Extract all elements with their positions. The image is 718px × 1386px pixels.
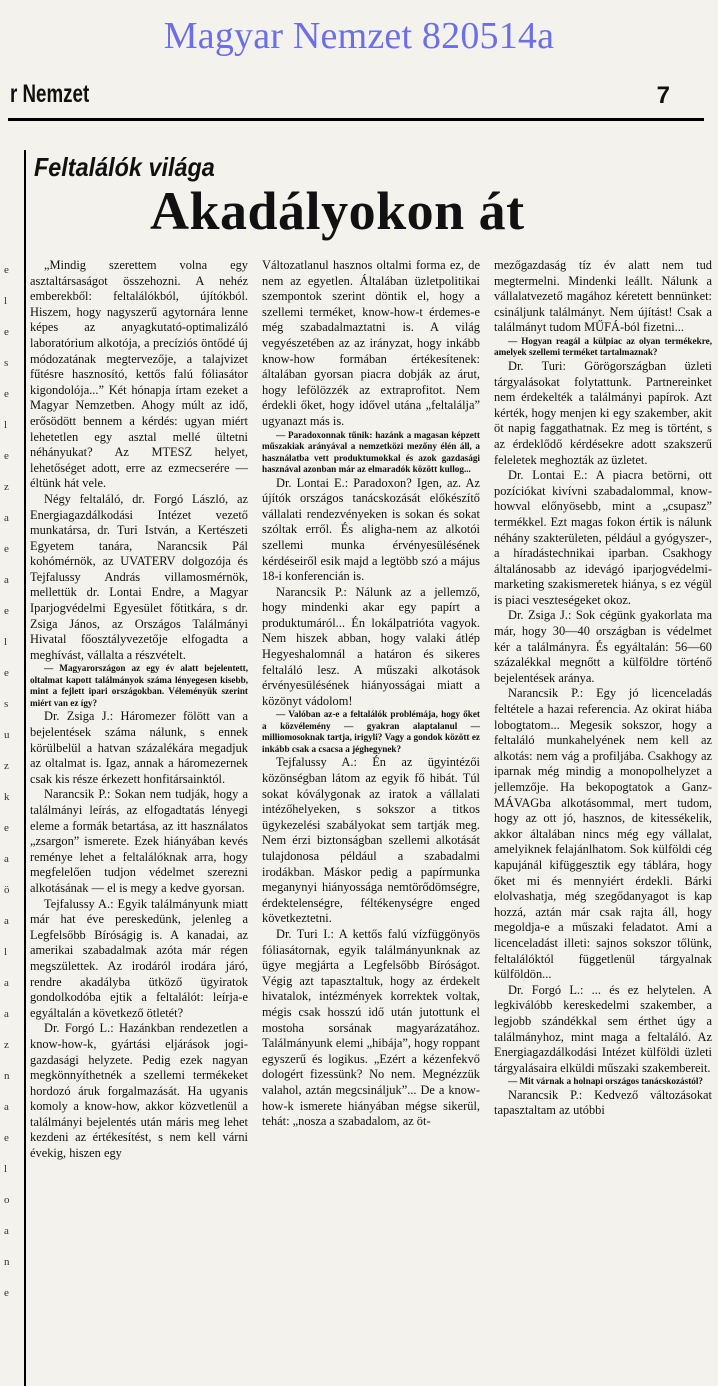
- margin-mark: l: [4, 295, 8, 307]
- paragraph: Dr. Lontai E.: A piacra betörni, ott pozíciókat kivívni szabadalommal, know-howval előnyösebb, mint a „csupasz” termékkel. Ezt magas fokon értik is nálunk néhány szakterületen, például a gyógyszer-, a híradástechnikai iparban. Csakhogy általánosabb az idevágó iparjogvédelmi-marketing szakismeretek hiánya, s ez végül is piaci veszteségeket okoz.: [494, 468, 712, 607]
- page-number: 7: [656, 82, 670, 109]
- section-kicker: Feltalálók világa: [34, 152, 215, 182]
- margin-mark: e: [4, 605, 9, 617]
- column-3: [494, 258, 712, 1386]
- paragraph: Dr. Turi I.: A kettős falú vízfüggönyös fóliasátornak, egyik találmányunknak az ügye megjárta a Legfelsőbb Bíróságot. Végig azt tapasztaltuk, hogy az érdekelt hivatalok, intézmények korrektek voltak, mégis csak hosszú idő után jutottunk el mostoha sorsának magyarázatához. Találmányunk elemi „hibája”, hogy roppant egyszerű és logikus. „Ezért a kézenfekvő dologért fizessünk? No nem. Megnézzük valahol, aztán megcsináljuk”... De a know-how-k ismerete hiányában mégse sikerül, tehát: „nosza a szabadalom, az öt-: [262, 926, 480, 1129]
- column-2: [262, 258, 480, 1386]
- margin-mark: e: [4, 388, 9, 400]
- margin-mark: e: [4, 667, 9, 679]
- interview-question: — Hogyan reagál a külpiac az olyan termékekre, amelyek szellemi terméket tartalmaznak?: [494, 335, 712, 358]
- margin-marks: [4, 255, 18, 1309]
- article-body: [30, 258, 712, 1386]
- paragraph: Narancsik P.: Egy jó licenceladás feltétele a hazai referencia. Az okirat hiába lobogtatom... Megesik sokszor, hogy a feltaláló munkahelyének nem kell az alkotás: nem vág a profiljába. Csakhogy az iparnak még mindig a monopolhelyzet a jellemzője. Ha bekopogtatok a Ganz-MÁVAGba alkotásommal, mert tudom, hogy az ott jó, hasznos, de kitessékelik, akkor általában nincs még egy vállalat, amelyiknek felajánlhatom. Sok külföldi cég kapujánál kifüggesztik egy táblára, hogy őket mi és mennyiért érdekli. Bárki elolvashatja, még szegődanyagot is kap hozzá, aztán már csak rajta áll, hogy megoldja-e a műszaki feladatot. Ami a licenceladást illeti: sajnos sokszor tőlünk, feltalálóktól függetlenül tárgyalnak külföldön...: [494, 686, 712, 982]
- interview-question: — Valóban az-e a feltalálók problémája, hogy őket a közvélemény — gyakran alaptalanul — milliomosoknak tartja, irigyli? Vagy a gondok között ez inkább csak a csacsa a jéghegynek?: [262, 709, 480, 754]
- margin-mark: a: [4, 574, 9, 586]
- margin-mark: n: [4, 1070, 10, 1082]
- margin-mark: z: [4, 481, 9, 493]
- headline: Akadályokon át: [150, 181, 525, 241]
- margin-mark: l: [4, 946, 8, 958]
- paragraph: Narancsik P.: Sokan nem tudják, hogy a találmányi leírás, az elfogadtatás lényegi eleme a formák betartása, az itt használatos „zsargon” ismerete. Ezek hiányában kevés reménye lehet a feltalálóknak arra, hogy megfelelően tudjon védelmet szerezni alkotásának — el is megy a kedve gyorsan.: [30, 787, 248, 895]
- margin-mark: a: [4, 977, 9, 989]
- paragraph: Dr. Turi: Görögországban üzleti tárgyalásokat folytattunk. Partnereinket nem érdekelték a találmányi papírok. Azt kérték, hogy menjen ki egy szakember, akit öt napig faggathatnak. Ez meg is történt, s az érdeklődő kérdésekre adott szakszerű feleletek meghozták az üzletet.: [494, 358, 712, 467]
- margin-mark: k: [4, 791, 10, 803]
- margin-mark: l: [4, 636, 8, 648]
- margin-mark: n: [4, 1256, 10, 1268]
- interview-question: — Mit várnak a holnapi országos tanácskozástól?: [508, 1076, 703, 1087]
- paragraph: Narancsik P.: Kedvező változásokat tapasztaltam az utóbbi: [494, 1087, 712, 1118]
- left-margin-rule: [24, 150, 26, 1386]
- margin-mark: e: [4, 822, 9, 834]
- paragraph: Tejfalussy A.: Egyik találmányunk miatt már hat éve pereskedünk, jelenleg a Legfelsőbb Bíróságig is. A kanadai, az amerikai szabadalmak azóta már régen megszülettek. Az irodáról irodára járó, rendre akadályba ütköző ügyiratok gondolkodóba ejtik a feltalálót: leírja-e egyáltalán a következő ötletét?: [30, 896, 248, 1020]
- paragraph: Dr. Zsiga J.: Sok cégünk gyakorlata ma már, hogy 30—40 országban is védelmet kér a találmányra. És egyáltalán: 56—60 százalékkal megnőtt a külföldre történő bejelentések aránya.: [494, 608, 712, 685]
- paragraph: Dr. Zsiga J.: Háromezer fölött van a bejelentések száma nálunk, s ennek körülbelül a hatvan százalékára megadjuk az oltalmat is. Igaz, annak a háromezernek csak kis része érkezett honfitársainktól.: [30, 709, 248, 786]
- paragraph: Változatlanul hasznos oltalmi forma ez, de nem az egyetlen. Általában üzletpolitikai szempontok szerint döntik el, hogy a szellemi terméket, know-how-t érdemes-e még szabadalmaztatni is. A világ vegyészetében az az irányzat, hogy inkább know-how formában értékesítenek: általában gyorsan piacra dobják az árut, hogy lefölözzék az extraprofitot. Nem érdekli őket, hogy idővel utána „feltalálja” ugyanazt más is.: [262, 258, 480, 428]
- margin-mark: u: [4, 729, 10, 741]
- margin-mark: l: [4, 1163, 8, 1175]
- margin-mark: z: [4, 1039, 9, 1051]
- margin-mark: e: [4, 450, 9, 462]
- margin-mark: l: [4, 419, 8, 431]
- margin-mark: e: [4, 264, 9, 276]
- margin-mark: a: [4, 1101, 9, 1113]
- margin-mark: e: [4, 1287, 9, 1299]
- paragraph: Dr. Forgó L.: Hazánkban rendezetlen a know-how-k, gyártási eljárások jogi-gazdasági helyzete. Pedig ezek nagyan megkönnyíthetnék a szellemi termékeket hordozó áruk forgalmazását. Ha ugyanis komoly a know-how, akkor közvetlenül a találmányi bejelentés után máris meg lehet kezdeni az értékesítést, s nem kell várni évekig, hiszen egy: [30, 1021, 248, 1161]
- interview-question: — Magyarországon az egy év alatt bejelentett, oltalmat kapott találmányok száma lényegesen kisebb, mint a fejlett ipari országokban. Véleményük szerint miért van ez így?: [30, 663, 248, 708]
- margin-mark: e: [4, 543, 9, 555]
- margin-mark: ö: [4, 884, 10, 896]
- margin-mark: s: [4, 357, 9, 369]
- column-1: [30, 258, 248, 1386]
- margin-mark: e: [4, 326, 9, 338]
- paragraph: „Mindig szerettem volna egy asztaltársaságot összehozni. A nehéz emberekből: feltalálókból, újítókból. Hiszem, hogy nagyszerű agytornára lenne képes az anyagkutató-optimalizáló laboratórium alkotója, a precíziós öntődé új módozatának megtervezője, a talajvizet fűtésre hasznosító, kettős falú fóliasátor kigondolója...” Két hónapja írtam ezeket a Magyar Nemzetben. Ahogy múlt az idő, erősödött bennem a kérdés: ugyan miért lehetetlen egy asztal mellé ültetni néhányukat? Az MTESZ helyet, lehetőséget adott, erre az ezmecserére — éltünk hát vele.: [30, 258, 248, 491]
- margin-mark: s: [4, 698, 9, 710]
- paragraph: Dr. Forgó L.: ... és ez helytelen. A legkiválóbb kereskedelmi szakember, a legjobb szándékkal sem érthet úgy a találmányhoz, mint maga a feltaláló. Az Energiagazdálkodási Intézet külföldi üzleti tárgyalásaira elküldi műszaki szakembereit.: [494, 982, 712, 1075]
- masthead: r Nemzet: [10, 80, 90, 108]
- interview-question: — Paradoxonnak tűnik: hazánk a magasan képzett műszakiak arányával a nemzetközi mezőny élén áll, a használatba vett produktumokkal és azok gazdasági hasznával azonban már az elmaradók között kullog...: [262, 429, 480, 475]
- archive-stamp: Magyar Nemzet 820514a: [163, 15, 555, 57]
- margin-mark: a: [4, 1225, 9, 1237]
- paragraph: Narancsik P.: Nálunk az a jellemző, hogy mindenki akar egy papírt a produktumáról... Én lokálpatrióta vagyok. Nem hiszek abban, hogy valaki átlép Hegyeshalomnál a határon és sikeres feltaláló lesz. A műszaki alkotások érvényesülésének hiányosságai miatt a közönyt vádolom!: [262, 584, 480, 708]
- margin-mark: z: [4, 760, 9, 772]
- margin-mark: a: [4, 853, 9, 865]
- margin-mark: a: [4, 915, 9, 927]
- paragraph: mezőgazdaság tíz év alatt nem tud megtermelni. Mindenki leállt. Nálunk a vállalatvezető magához kéretett bennünket: csináljunk találmányt. Nem újítást! Csak a találmányt tudom MŰFÁ-ból fizetni...: [494, 258, 712, 335]
- paragraph: Tejfalussy A.: Én az ügyintézői közönségban látom az egyik fő hibát. Túl sokat kóválygonak az iratok a vállalati intézőhelyeken, s sokszor a titkos ügykezelési szabályokat sem tartják meg. Nem érzi biztonságban szellemi alkotását tulajdonosa például a szabadalmi irodákban. Máskor pedig a papírmunka meganynyi hiányossága nemtörődömségre, érdektelenségre, féltékenységre enged következtetni.: [262, 755, 480, 926]
- margin-mark: o: [4, 1194, 10, 1206]
- paragraph: Dr. Lontai E.: Paradoxon? Igen, az. Az újítók országos tanácskozását előkészítő vállalati rendezvényeken is sokan és sokat szóltak erről. És aligha-nem az alkotói szellemi munka érvényesülésének kérdéseiről esik majd a legtöbb szó a május 18-i konferencián is.: [262, 475, 480, 584]
- top-rule: [8, 118, 704, 121]
- margin-mark: a: [4, 512, 9, 524]
- paragraph: Négy feltaláló, dr. Forgó László, az Energiagazdálkodási Intézet vezető munkatársa, dr. Turi István, a Kertészeti Egyetem tanára, Narancsik Pál kohómérnök, az UVATERV dolgozója és Tejfalussy András villamosmérnök, mellettük dr. Lontai Endre, a Magyar Iparjogvédelmi Egyesület főtitkára, s dr. Zsiga János, az Országos Találmányi Hivatal főosztályvezetője elfogadta a meghívást, vállalta a részvételt.: [30, 491, 248, 662]
- margin-mark: e: [4, 1132, 9, 1144]
- margin-mark: a: [4, 1008, 9, 1020]
